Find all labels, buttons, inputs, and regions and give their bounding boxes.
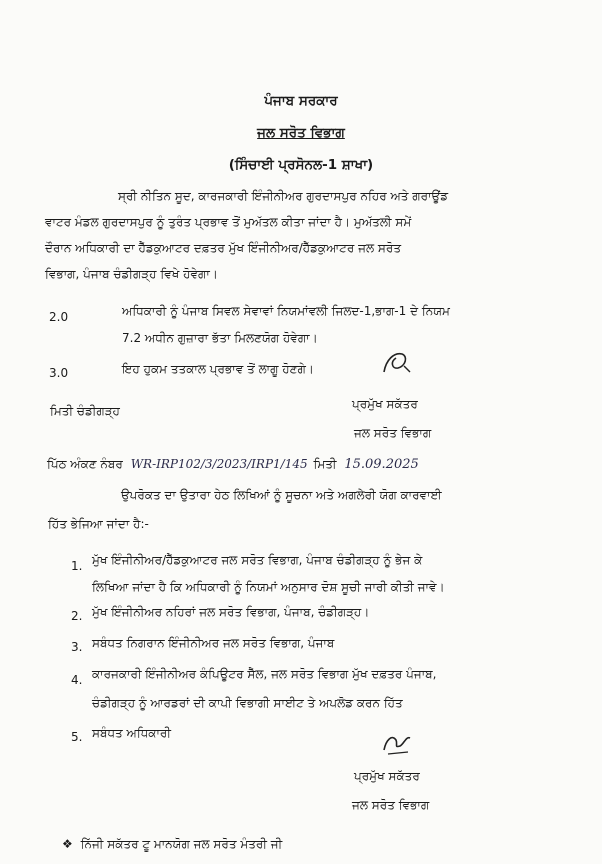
cc-bullet-icon: ❖: [62, 837, 73, 851]
para3-line: ਇਹ ਹੁਕਮ ਤਤਕਾਲ ਪ੍ਰਭਾਵ ਤੋਂ ਲਾਗੂ ਹੋਣਗੇ।: [122, 362, 314, 376]
endorsement-intro-line: ਹਿੱਤ ਭੇਜਿਆ ਜਾਂਦਾ ਹੈ:-: [48, 517, 149, 531]
para3-number: 3.0: [49, 366, 69, 380]
list-item-number: 1.: [71, 559, 83, 573]
para1-line: ਸ੍ਰੀ ਨੀਤਿਨ ਸੂਦ, ਕਾਰਜਕਾਰੀ ਇੰਜੀਨੀਅਰ ਗੁਰਦਾਸਪੁਰ ਨਹਿਰ ਅਤੇ ਗਰਾਊਂਡ: [118, 189, 448, 203]
header-government: ਪੰਜਾਬ ਸਰਕਾਰ: [264, 93, 338, 109]
list-item-number: 4.: [71, 673, 83, 687]
para2-line: ਅਧਿਕਾਰੀ ਨੂੰ ਪੰਜਾਬ ਸਿਵਲ ਸੇਵਾਵਾਂ ਨਿਯਮਾਂਵਲੀ ਜਿਲਦ-1,ਭਾਗ-1 ਦੇ ਨਿਯਮ: [122, 304, 450, 318]
list-item: ਸਬੰਧਤ ਅਧਿਕਾਰੀ: [92, 726, 171, 740]
cc-line: [62, 837, 282, 852]
endorsement-line: [47, 457, 419, 472]
list-item-number: 5.: [71, 730, 83, 744]
endorsement-intro-line: ਉਪਰੋਕਤ ਦਾ ਉਤਾਰਾ ਹੇਠ ਲਿਖਿਆਂ ਨੂੰ ਸੂਚਨਾ ਅਤੇ ਅਗਲੇਰੀ ਯੋਗ ਕਾਰਵਾਈ: [121, 488, 442, 502]
list-item: ਚੰਡੀਗੜ੍ਹ ਨੂੰ ਆਰਡਰਾਂ ਦੀ ਕਾਪੀ ਵਿਭਾਗੀ ਸਾਈਟ ਤੇ ਅਪਲੋਡ ਕਰਨ ਹਿੱਤ: [92, 696, 403, 710]
endorsement-prefix: ਪਿੱਠ ਅੰਕਣ ਨੰਬਰ: [47, 457, 123, 471]
place-label: ਮਿਤੀ ਚੰਡੀਗੜ੍ਹ: [50, 404, 120, 418]
list-item-number: 3.: [71, 640, 83, 654]
para2-line: 7.2 ਅਧੀਨ ਗੁਜ਼ਾਰਾ ਭੱਤਾ ਮਿਲਣਯੋਗ ਹੋਵੇਗਾ।: [122, 331, 318, 345]
signatory2-title: ਪ੍ਰਮੁੱਖ ਸਕੱਤਰ: [354, 769, 420, 783]
list-item-number: 2.: [71, 609, 83, 623]
cc-text: ਨਿੱਜੀ ਸਕੱਤਰ ਟੂ ਮਾਨਯੋਗ ਜਲ ਸਰੋਤ ਮੰਤਰੀ ਜੀ: [80, 837, 283, 851]
para1-line: ਦੌਰਾਨ ਅਧਿਕਾਰੀ ਦਾ ਹੈੱਡਕੁਆਟਰ ਦਫ਼ਤਰ ਮੁੱਖ ਇੰਜੀਨੀਅਰ/ਹੈੱਡਕੁਆਟਰ ਜਲ ਸਰੋਤ: [45, 241, 401, 255]
para2-number: 2.0: [49, 310, 69, 324]
endorsement-number: WR-IRP102/3/2023/IRP1/145: [130, 457, 308, 471]
list-item: ਮੁੱਖ ਇੰਜੀਨੀਅਰ ਨਹਿਰਾਂ ਜਲ ਸਰੋਤ ਵਿਭਾਗ, ਪੰਜਾਬ, ਚੰਡੀਗੜ੍ਹ।: [92, 605, 370, 619]
signatory1-title: ਪ੍ਰਮੁੱਖ ਸਕੱਤਰ: [352, 397, 418, 411]
list-item: ਲਿਖਿਆ ਜਾਂਦਾ ਹੈ ਕਿ ਅਧਿਕਾਰੀ ਨੂੰ ਨਿਯਮਾਂ ਅਨੁਸਾਰ ਦੋਸ਼ ਸੂਚੀ ਜਾਰੀ ਕੀਤੀ ਜਾਵੇ।: [92, 580, 445, 594]
para1-line: ਵਾਟਰ ਮੰਡਲ ਗੁਰਦਾਸਪੁਰ ਨੂੰ ਤੁਰੰਤ ਪ੍ਰਭਾਵ ਤੋਂ ਮੁਅੱਤਲ ਕੀਤਾ ਜਾਂਦਾ ਹੈ। ਮੁਅੱਤਲੀ ਸਮੇਂ: [45, 215, 412, 229]
endorsement-date-label: ਮਿਤੀ: [313, 457, 337, 471]
signature-1-icon: [376, 346, 416, 380]
list-item: ਕਾਰਜਕਾਰੀ ਇੰਜੀਨੀਅਰ ਕੰਪਿਊਟਰ ਸੈੱਲ, ਜਲ ਸਰੋਤ ਵਿਭਾਗ ਮੁੱਖ ਦਫ਼ਤਰ ਪੰਜਾਬ,: [92, 667, 437, 681]
endorsement-date: 15.09.2025: [344, 457, 419, 472]
signature-2-icon: [378, 726, 418, 760]
para1-line: ਵਿਭਾਗ, ਪੰਜਾਬ ਚੰਡੀਗੜ੍ਹ ਵਿਖੇ ਹੋਵੇਗਾ।: [45, 267, 218, 281]
signatory1-dept: ਜਲ ਸਰੋਤ ਵਿਭਾਗ: [354, 426, 432, 440]
header-branch: (ਸਿੰਚਾਈ ਪ੍ਰਸੋਨਲ-1 ਸ਼ਾਖਾ): [228, 157, 374, 173]
header-department: ਜਲ ਸਰੋਤ ਵਿਭਾਗ: [257, 125, 345, 141]
list-item: ਮੁੱਖ ਇੰਜੀਨੀਅਰ/ਹੈੱਡਕੁਆਟਰ ਜਲ ਸਰੋਤ ਵਿਭਾਗ, ਪੰਜਾਬ ਚੰਡੀਗੜ੍ਹ ਨੂੰ ਭੇਜ ਕੇ: [92, 553, 423, 567]
list-item: ਸਬੰਧਤ ਨਿਗਰਾਨ ਇੰਜੀਨੀਅਰ ਜਲ ਸਰੋਤ ਵਿਭਾਗ, ਪੰਜਾਬ: [92, 636, 335, 650]
signatory2-dept: ਜਲ ਸਰੋਤ ਵਿਭਾਗ: [352, 798, 430, 812]
